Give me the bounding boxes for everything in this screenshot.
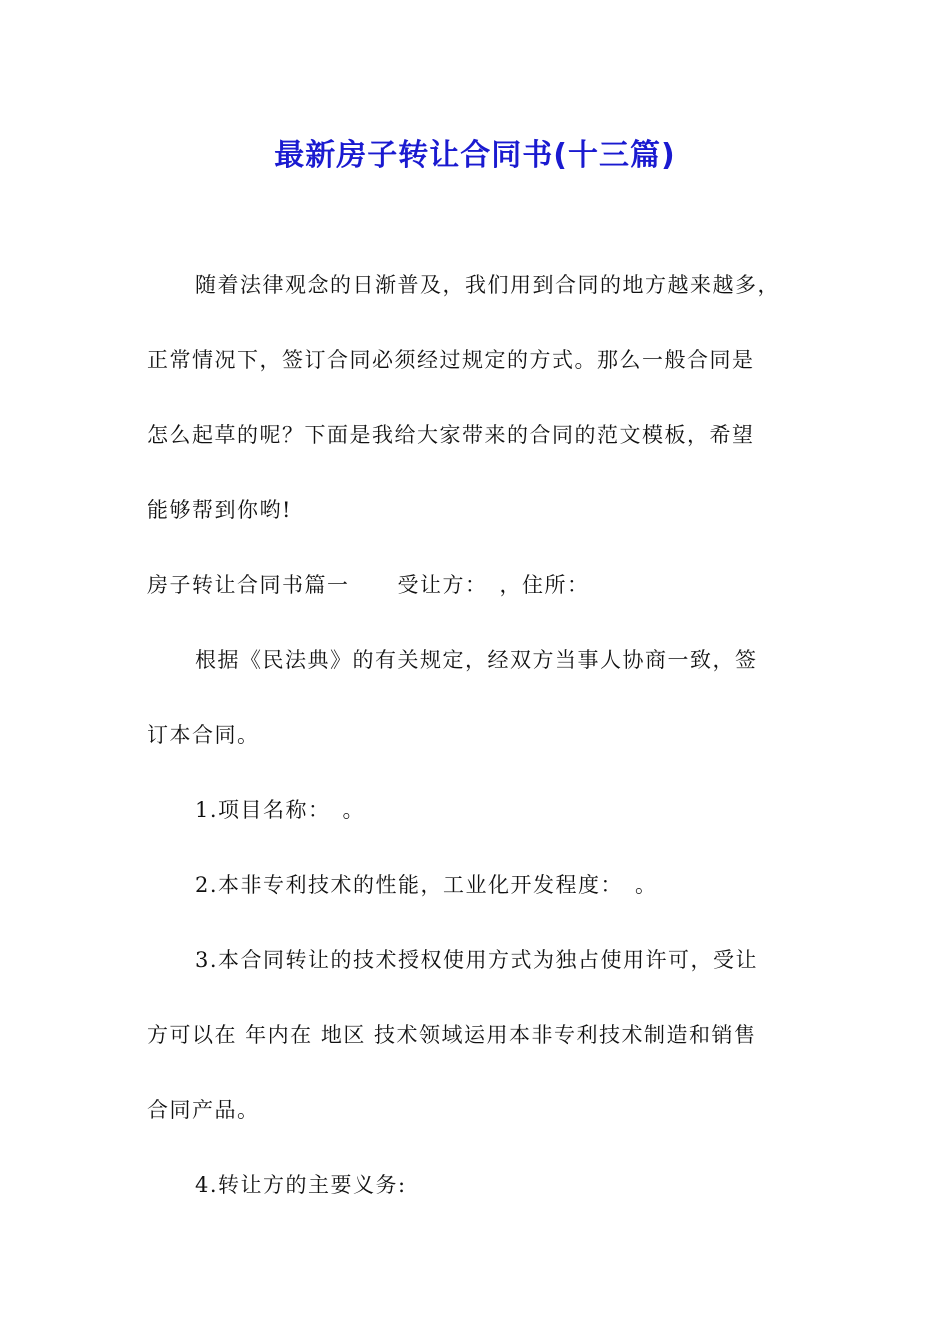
section-heading: 房子转让合同书篇一	[147, 573, 350, 597]
item-4: 4.转让方的主要义务:	[195, 1173, 407, 1197]
intro-line-4: 能够帮到你哟!	[147, 498, 292, 522]
item-1: 1.项目名称： 。	[195, 798, 366, 822]
document-title: 最新房子转让合同书(十三篇)	[274, 138, 676, 173]
intro-line-2: 正常情况下，签订合同必须经过规定的方式。那么一般合同是	[147, 348, 755, 372]
item-3-line-2: 方可以在 年内在 地区 技术领域运用本非专利技术制造和销售	[147, 1023, 757, 1047]
item-3-line-3: 合同产品。	[147, 1098, 260, 1122]
basis-line-2: 订本合同。	[147, 723, 260, 747]
item-2: 2.本非专利技术的性能，工业化开发程度： 。	[195, 873, 658, 897]
party-line: 受让方： ，住所：	[397, 573, 590, 597]
item-3-line-1: 3.本合同转让的技术授权使用方式为独占使用许可，受让	[195, 948, 759, 972]
basis-line-1: 根据《民法典》的有关规定，经双方当事人协商一致，签	[195, 648, 758, 672]
intro-line-3: 怎么起草的呢？下面是我给大家带来的合同的范文模板，希望	[147, 423, 755, 447]
section-heading-row	[147, 570, 590, 600]
intro-line-1: 随着法律观念的日渐普及，我们用到合同的地方越来越多，	[195, 273, 780, 297]
